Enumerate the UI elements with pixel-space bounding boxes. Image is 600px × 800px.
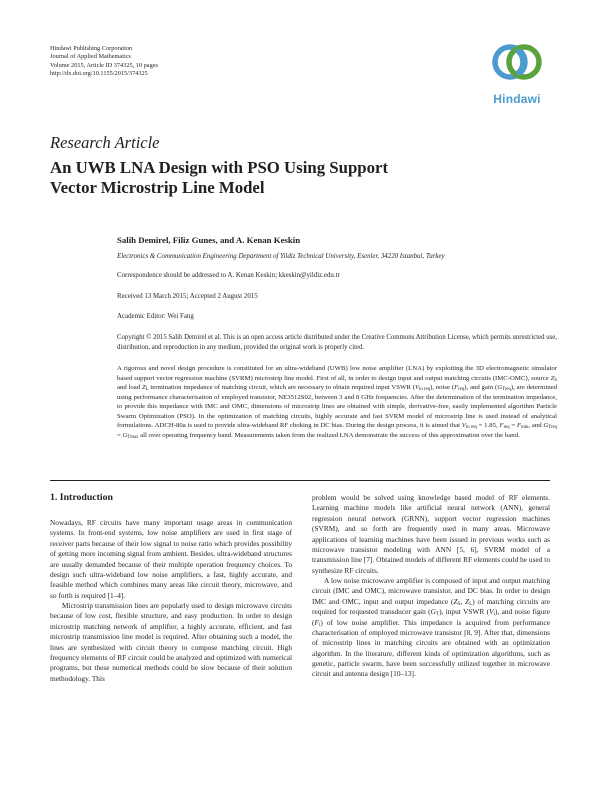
abstract-symbol: F: [454, 384, 459, 392]
abstract-symbol: G: [497, 384, 503, 392]
left-column: [50, 518, 292, 684]
paragraph-text: ) of low noise amplifier. This impedance is acquired from performance characterisation of employed microwave transistor [8, 9]. After that, dimensions of microstrip lines in matching circuits are obtained with an optimization algorithm. In the literature, different kinds of optimization algorithms, such as genetic, particle swarm, have been successfully utilized together in microwave circuit and antenna design [10–13].: [312, 617, 550, 679]
abstract-text: ), noise (: [430, 384, 455, 392]
abstract: [117, 364, 557, 440]
paragraph-symbol: V: [489, 607, 494, 617]
abstract-symbol: V: [414, 384, 420, 392]
section-divider: [50, 480, 550, 481]
paragraph: [312, 576, 550, 680]
abstract-symbol: Z: [141, 384, 146, 392]
paragraph: Microstrip transmission lines are popularly used to design microwave circuits because of low cost, flexible structure, and easy production. In order to design microstrip matching network of amplifier, a highly accurate, efficient, and fast microstrip transmission line model is required. After obtaining such a model, the lines are synthesized with circuit theory to compose matching circuit. High frequency elements of RF circuit could be analyzed and optimized with numerical programs, but these numerical methods could be slow because of their solution methodology. This: [50, 601, 292, 683]
paragraph-subscript: i: [318, 621, 321, 628]
affiliation: Electronics & Communication Engineering Department of Yildiz Technical University, Esenler, 34220 Istanbul, Turkey: [117, 253, 445, 260]
paragraph: problem would be solved using knowledge based model of RF elements. Learning machine models like artificial neural network (ANN), general regression neural network (GRNN), support vector regression machines (SVRM), and so forth are frequently used in many areas. Microwave applications of learning machines have been issued in previous works such as microwave transistor modeling with ANN [5, 6], SVRM model of a transmission line [7]. Obtained models of different RF elements could be used to synthesize RF circuits.: [312, 493, 550, 575]
abstract-text: termination impedance of matching circuit, which are necessary to obtain required input VSWR (: [148, 384, 415, 392]
abstract-subscript: min: [521, 425, 529, 431]
abstract-subscript: req: [458, 387, 465, 393]
abstract-text: ), are determined using performance characterisation of employed transistor, NE3512S02, between 3 and 8 GHz frequencies. After the determination of the termination impedance, to provide this impedance with IMC and OMC, dimensions of microstrip lines are obtained with simple, derivative-free, easily implemented algorithm Particle Swarm Optimization (PSO). In the optimization of matching circuits, highly accurate and fast SVRM model of microstrip line is used instead of analytical formulations. ADCH-80a is used to provide ultra-wideband RF choking in DC bias. During the design process, it is aimed that: [117, 384, 557, 430]
publisher-name: Hindawi Publishing Corporation: [50, 45, 133, 52]
academic-editor: Academic Editor: Wei Fang: [117, 313, 194, 320]
paragraph-text: A low noise microwave amplifier is composed of input and output matching circuit (IMC and OMC), microwave transistor, and DC bias. In order to design IMC and OMC, input and output impedance (: [312, 576, 550, 606]
section-title: 1. Introduction: [50, 492, 113, 503]
copyright-notice: Copyright © 2015 Salih Demirel et al. This is an open access article distributed under the Creative Commons Attribution License, which permits unrestricted use, distribution, and reproduction in any medium, provided the original work is properly cited.: [117, 334, 557, 351]
abstract-text: and load: [117, 384, 142, 392]
abstract-text: =: [509, 422, 517, 430]
title-line-2: Vector Microstrip Line Model: [50, 178, 265, 197]
paragraph-subscript: T: [435, 611, 440, 618]
abstract-subscript: Tmax: [127, 434, 139, 440]
abstract-symbol: V: [461, 422, 466, 430]
paragraph-text: ) of matching circuits are required for requested transducer gain (: [312, 596, 550, 617]
abstract-text: ), and gain (: [464, 384, 498, 392]
abstract-symbol: G: [122, 431, 128, 439]
paragraph-text: ), and noise figure (: [312, 607, 550, 627]
paragraph-subscript: L: [469, 600, 473, 607]
abstract-subscript: in req: [419, 387, 431, 393]
paragraph-symbol: F: [314, 617, 319, 627]
hindawi-logo-icon: [486, 38, 548, 92]
doi-link[interactable]: http://dx.doi.org/10.1155/2015/374325: [50, 70, 148, 78]
abstract-subscript: Treq: [548, 425, 557, 431]
abstract-subscript: S: [554, 377, 557, 383]
hindawi-logo-text: Hindawi: [493, 92, 541, 106]
article-title: [50, 158, 550, 198]
abstract-subscript: Treq: [502, 387, 511, 393]
abstract-symbol: F: [499, 422, 504, 430]
hindawi-logo: [486, 38, 548, 110]
title-line-1: An UWB LNA Design with PSO Using Support: [50, 158, 389, 177]
abstract-text: = 1.85,: [476, 422, 500, 430]
abstract-text: =: [117, 431, 123, 439]
received-dates: Received 13 March 2015; Accepted 2 August 2015: [117, 293, 258, 300]
article-type: Research Article: [50, 133, 160, 152]
paragraph-text: ,: [460, 596, 466, 606]
paragraph-symbol: Z: [465, 596, 470, 606]
paragraph-subscript: i: [493, 611, 495, 618]
paragraph-subscript: S: [457, 600, 461, 607]
paragraph-text: ), input VSWR (: [439, 607, 490, 617]
abstract-subscript: in req: [465, 425, 477, 431]
abstract-text: all over operating frequency band. Measurements taken from the realized LNA demonstrate the success of this approximation over the band.: [138, 431, 520, 439]
abstract-subscript: req: [503, 425, 510, 431]
abstract-symbol: F: [516, 422, 522, 430]
journal-header: [50, 45, 350, 79]
paragraph: Nowadays, RF circuits have many important usage areas in communication systems. In front-end systems, low noise amplifiers are used in first stage of receiver parts because of their low signal to noise ratio which provides possibility of getting more incoming signal from ambient. Besides, ultra-wideband structures are usually demanded because of their multiple operation frequency choices. To design such ultra-wideband low noise amplifiers, a fast, highly accurate, and feasible method which combines many areas like circuit theory, microwave, and so forth is required [1–4].: [50, 518, 292, 600]
abstract-symbol: Z: [550, 374, 555, 382]
volume-info: Volume 2015, Article ID 374325, 10 pages: [50, 61, 158, 69]
abstract-text: , and: [528, 422, 544, 430]
paragraph-symbol: G: [430, 607, 436, 617]
authors: Salih Demirel, Filiz Gunes, and A. Kenan Keskin: [117, 235, 301, 245]
paragraph-symbol: Z: [453, 596, 458, 606]
correspondence: Correspondence should be addressed to A. Kenan Keskin; kkeskin@yildiz.edu.tr: [117, 272, 340, 279]
abstract-symbol: G: [543, 422, 549, 430]
right-column: [312, 493, 550, 680]
abstract-subscript: L: [145, 387, 149, 393]
abstract-text: A rigorous and novel design procedure is constituted for an ultra-wideband (UWB) low noise amplifier (LNA) by exploiting the 3D electromagnetic simulator based support vector regression machine (SVRM) microstrip line model. First of all, in order to design input and output matching circuits (IMC-OMC), source: [117, 365, 557, 382]
journal-name: Journal of Applied Mathematics: [50, 53, 131, 61]
